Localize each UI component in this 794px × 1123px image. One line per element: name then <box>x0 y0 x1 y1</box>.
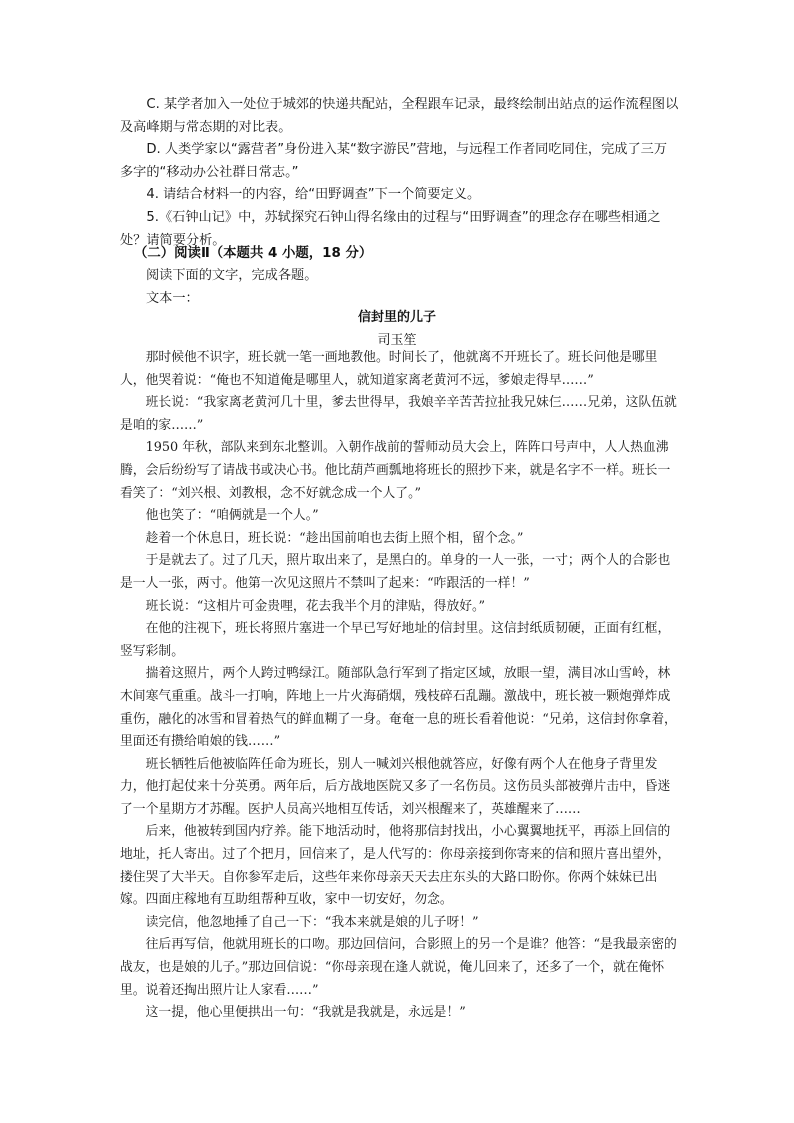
story-paragraph: 往后再写信，他就用班长的口吻。那边回信问，合影照上的另一个是谁？他答：“是我最亲密的战友，也是娘的儿子。”那边回信说：“你母亲现在逢人就说，俺儿回来了，还多了一个，就在俺怀里。说着还掏出照片让人家看……” <box>120 937 677 998</box>
story-paragraph: 班长牺牲后他被临阵任命为班长，别人一喊刘兴根他就答应，好像有两个人在他身子背里发力，他打起仗来十分英勇。两年后，后方战地医院又多了一名伤员。这伤员头部被弹片击中，昏迷了一个星期方才苏醒。医护人员高兴地相互传话，刘兴根醒来了，英雄醒来了…… <box>120 756 671 817</box>
option-c: C. 某学者加入一处位于城郊的快递共配站，全程跟车记录，最终绘制出站点的运作流程图以及高峰期与常态期的对比表。 <box>120 97 679 135</box>
question-4: 4. 请结合材料一的内容，给“田野调查”下一个简要定义。 <box>146 187 481 203</box>
story-paragraph: 趁着一个休息日，班长说：“趁出国前咱也去街上照个相，留个念。” <box>145 530 524 546</box>
option-d: D. 人类学家以“露营者”身份进入某“数字游民”营地，与远程工作者同吃同住，完成了三万多字的“移动办公社群日常志。” <box>120 142 668 180</box>
story-paragraph: 班长说：“这相片可金贵哩，花去我半个月的津贴，得放好。” <box>145 598 485 614</box>
story-body <box>120 347 680 1025</box>
question-5: 5.《石钟山记》中，苏轼探究石钟山得名缘由的过程与“田野调查”的理念存在哪些相通之处？请简要分析。 <box>120 209 661 248</box>
story-author: 司玉笙 <box>377 333 417 348</box>
story-title: 信封里的儿子 <box>357 310 436 325</box>
story-paragraph: 1950 年秋，部队来到东北整训。入朝作战前的誓师动员大会上，阵阵口号声中，人人热血沸腾，会后纷纷写了请战书或决心书。他比葫芦画瓢地将班长的照抄下来，就是名字不一样。班长一看笑了：“刘兴根、刘教根，念不好就念成一个人了。” <box>120 440 671 501</box>
story-paragraph: 那时候他不识字，班长就一笔一画地教他。时间长了，他就离不开班长了。班长问他是哪里人，他哭着说：“俺也不知道俺是哪里人，就知道家离老黄河不远，爹娘走得早……” <box>120 350 658 388</box>
story-paragraph: 班长说：“我家离老黄河几十里，爹去世得早，我娘辛辛苦苦拉扯我兄妹仨……兄弟，这队伍就是咱的家……” <box>120 395 677 433</box>
story-paragraph: 读完信，他忽地捶了自己一下：“我本来就是娘的儿子呀！” <box>145 914 479 930</box>
story-paragraph: 后来，他被转到国内疗养。能下地活动时，他将那信封找出，小心翼翼地抚平，再添上回信的地址，托人寄出。过了个把月，回信来了，是人代写的：你母亲接到你寄来的信和照片喜出望外，搂住哭了大半天。自你参军走后，这些年来你母亲天天去庄东头的大路口盼你。你两个妹妹已出嫁。四面庄稼地有互助组帮种互收，家中一切安好，勿念。 <box>120 824 671 908</box>
section-heading: （二）阅读Ⅱ（本题共 4 小题，18 分） <box>134 246 373 261</box>
story-paragraph: 揣着这照片，两个人跨过鸭绿江。随部队急行军到了指定区域，放眼一望，满目冰山雪岭，林木间寒气重重。战斗一打响，阵地上一片火海硝烟，残枝碎石乱蹦。激战中，班长被一颗炮弹炸成重伤，融化的冰雪和冒着热气的鲜血糊了一身。奄奄一息的班长看着他说：“兄弟，这信封你拿着，里面还有攒给咱娘的钱……” <box>120 666 677 750</box>
story-paragraph: 于是就去了。过了几天，照片取出来了，是黑白的。单身的一人一张，一寸；两个人的合影也是一人一张，两寸。他第一次见这照片不禁叫了起来：“咋跟活的一样！” <box>120 553 671 591</box>
section-instruction: 阅读下面的文字，完成各题。 <box>146 268 318 283</box>
story-paragraph: 他也笑了：“咱俩就是一个人。” <box>145 508 319 524</box>
story-paragraph: 在他的注视下，班长将照片塞进一个早已写好地址的信封里。这信封纸质韧硬，正面有红框，竖写彩制。 <box>120 621 671 659</box>
text-label: 文本一： <box>146 291 199 306</box>
questions-block <box>120 94 680 252</box>
story-paragraph: 这一提，他心里便拱出一句：“我就是我就是，永远是！” <box>145 1005 466 1021</box>
